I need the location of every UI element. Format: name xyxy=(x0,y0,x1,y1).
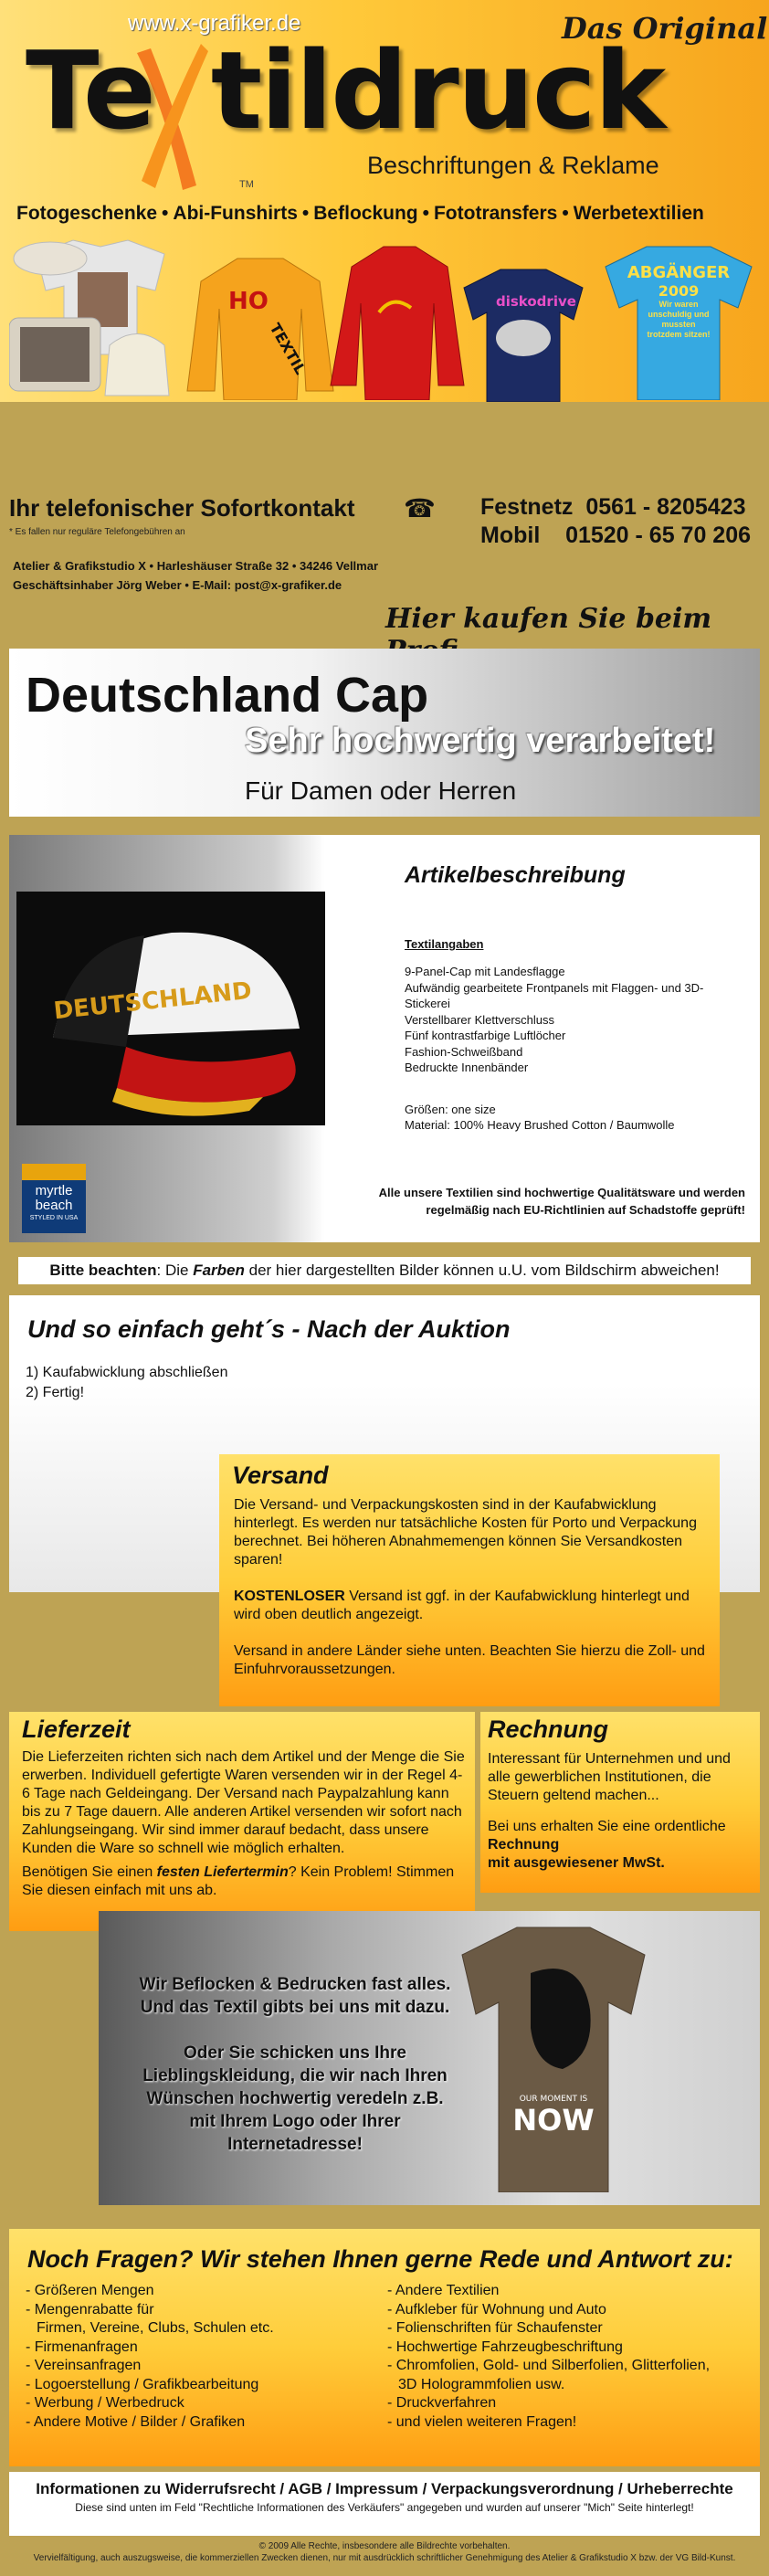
owner-email[interactable]: Geschäftsinhaber Jörg Weber • E-Mail: post@x-grafiker.de xyxy=(13,578,342,592)
quality-note: Alle unsere Textilien sind hochwertige Qualitätsware und werden regelmäßig nach EU-Richtlinien auf Schadstoffe geprüft! xyxy=(378,1186,745,1217)
question-item: Firmen, Vereine, Clubs, Schulen etc. xyxy=(37,2320,274,2336)
question-item: - Folienschriften für Schaufenster xyxy=(387,2320,603,2336)
textil-text: TEXTIL xyxy=(266,320,310,378)
delivery-p1: Die Lieferzeiten richten sich nach dem Artikel und der Menge die Sie erwerben. Individuell gefertigte Waren versenden wir in der Regel 4-6 Tage nach Geldeingang. Der Versand nach Paypalzahlung kann bis zu 7 Tage dauern. Alle anderen Artikel versenden wir sofort nach Zahlungseingang. Wir sind immer darauf bedacht, dass unsere Kunden die Ware so schnell wie möglich erhalten. xyxy=(22,1749,465,1856)
logo-text xyxy=(26,27,664,153)
flocking-p2: Oder Sie schicken uns Ihre Lieblingskleidung, die wir nach Ihren Wünschen hochwertig veredeln z.B. mit Ihrem Logo oder Ihrer Internetadresse! xyxy=(142,2043,448,2154)
ho-text: HO xyxy=(228,288,269,315)
category-item: Abi-Funshirts xyxy=(173,203,298,224)
delivery-text xyxy=(22,1748,468,1900)
profi-slogan: Hier kaufen Sie beim xyxy=(385,603,712,635)
feature-item: 9-Panel-Cap mit Landesflagge xyxy=(405,965,565,978)
shipping-p1: Die Versand- und Verpackungskosten sind in der Kaufabwicklung hinterlegt. Es werden nur tatsächliche Kosten für Porto und Verpackung berechnet. Bei höheren Abnahmemengen können Sie Versandkosten sparen! xyxy=(234,1497,697,1568)
notice-farben: Farben xyxy=(193,1262,245,1279)
copyright-line-2: Vervielfältigung, auch auszugsweise, die kommerziellen Zwecken dienen, nur mit ausdrücklich schriftlicher Genehmigung des Atelier & Grafikstudio X bzw. der VG Bild-Kunst. xyxy=(33,2553,736,2563)
photo-gifts-image xyxy=(9,236,183,400)
question-item: - Andere Textilien xyxy=(387,2283,500,2298)
diskodrive-shirt-image xyxy=(455,265,592,402)
question-item: - Chromfolien, Gold- und Silberfolien, Glitterfolien, xyxy=(387,2358,711,2373)
invoice-text xyxy=(488,1750,753,1873)
auction-steps xyxy=(26,1363,227,1403)
myrtle-beach-logo xyxy=(22,1164,86,1233)
category-item: Fototransfers xyxy=(433,203,558,224)
question-item: - Logoerstellung / Grafikbearbeitung xyxy=(26,2376,259,2392)
phone-icon: ☎ xyxy=(404,494,436,523)
feature-item: Verstellbarer Klettverschluss xyxy=(405,1012,555,1027)
shipping-text xyxy=(234,1496,712,1679)
product-gender: Für Damen oder Herren xyxy=(245,776,517,805)
abgaenger-text: Wir waren unschuldig und mussten trotzdem sitzen! xyxy=(647,300,711,339)
brand-line-3: STYLED IN USA xyxy=(29,1215,79,1221)
delivery-p2-pre: Benötigen Sie einen xyxy=(22,1864,157,1880)
size-material xyxy=(405,1102,675,1133)
invoice-p2: Bei uns erhalten Sie eine ordentliche xyxy=(488,1819,726,1834)
product-title: Deutschland Cap xyxy=(26,668,429,723)
brand-line-2: beach xyxy=(35,1198,73,1213)
feature-item: Bedruckte Innenbänder xyxy=(405,1061,529,1074)
flocking-p1: Wir Beflocken & Bedrucken fast alles. Und das Textil gibts bei uns mit dazu. xyxy=(139,1975,451,2017)
mobil-value: 01520 - 65 70 206 xyxy=(565,523,752,548)
brand-line-1: myrtle xyxy=(35,1183,73,1198)
tagline: Beschriftungen & Reklame xyxy=(367,152,659,179)
question-item: - Vereinsanfragen xyxy=(26,2358,142,2373)
question-item: - Andere Motive / Bilder / Grafiken xyxy=(26,2413,246,2430)
category-item: Fotogeschenke xyxy=(16,203,158,224)
legal-heading: Informationen zu Widerrufsrecht / AGB / Impressum / Verpackungsverordnung / Urheberrechte xyxy=(36,2480,733,2497)
question-item: - Größeren Mengen xyxy=(26,2283,154,2298)
studio-address: Atelier & Grafikstudio X • Harleshäuser Straße 32 • 34246 Vellmar xyxy=(13,559,379,573)
festnetz-label: Festnetz xyxy=(480,494,574,520)
invoice-heading: Rechnung xyxy=(488,1716,608,1743)
notice-bold: Bitte beachten xyxy=(49,1262,157,1279)
question-item: 3D Hologrammfolien usw. xyxy=(398,2376,565,2392)
question-item: - Hochwertige Fahrzeugbeschriftung xyxy=(387,2338,623,2355)
auction-step: 1) Kaufabwicklung abschließen xyxy=(26,1365,228,1380)
feature-item: Aufwändig gearbeitete Frontpanels mit Flaggen- und 3D-Stickerei xyxy=(405,980,704,1010)
size-text: Größen: one size xyxy=(405,1103,496,1116)
logo-part-2: tildruck xyxy=(210,27,665,153)
questions-list-left xyxy=(26,2282,382,2432)
cap-embroidery: DEUTSCHLAND xyxy=(52,977,254,1026)
question-item: - Werbung / Werbedruck xyxy=(26,2395,184,2411)
abgaenger-shirt-image xyxy=(592,239,765,400)
abgaenger-title: ABGÄNGER xyxy=(627,263,731,282)
shirt-small-text: OUR MOMENT IS xyxy=(519,2095,588,2104)
question-item: - Aufkleber für Wohnung und Auto xyxy=(387,2301,606,2317)
notice-pre: : Die xyxy=(156,1262,194,1279)
copyright-line-1: © 2009 Alle Rechte, insbesondere alle Bildrechte vorbehalten. xyxy=(258,2541,511,2551)
now-shirt-image xyxy=(444,1918,663,2192)
delivery-heading: Lieferzeit xyxy=(22,1716,131,1743)
auction-heading: Und so einfach geht´s - Nach der Auktion xyxy=(27,1315,511,1343)
category-item: Werbetextilien xyxy=(573,203,704,224)
logo-part-1: Te xyxy=(26,27,154,153)
question-item: - und vielen weiteren Fragen! xyxy=(387,2413,577,2430)
red-jacket-image xyxy=(329,239,466,400)
cap-photo[interactable] xyxy=(16,892,325,1125)
mobil-label: Mobil xyxy=(480,523,541,548)
festnetz-value: 0561 - 8205423 xyxy=(585,494,746,520)
diskodrive-text: diskodrive xyxy=(496,293,576,310)
question-item: - Druckverfahren xyxy=(387,2395,497,2411)
delivery-p2-bold: festen Liefertermin xyxy=(156,1864,289,1880)
material-text: Material: 100% Heavy Brushed Cotton / Baumwolle xyxy=(405,1118,675,1132)
color-notice xyxy=(18,1257,751,1284)
shirt-now-text: NOW xyxy=(512,2103,595,2138)
questions-heading: Noch Fragen? Wir stehen Ihnen gerne Rede und Antwort zu: xyxy=(27,2245,733,2273)
invoice-p1: Interessant für Unternehmen und und alle gewerblichen Institutionen, die Steuern geltend machen... xyxy=(488,1751,731,1803)
mobile-number[interactable] xyxy=(480,523,751,549)
das-original-label: Das Original xyxy=(562,11,768,46)
sofortkontakt-heading: Ihr telefonischer Sofortkontakt xyxy=(9,494,355,522)
feature-list xyxy=(405,964,733,1076)
shipping-heading: Versand xyxy=(232,1462,329,1489)
trademark: TM xyxy=(239,179,254,190)
question-item: - Mengenrabatte für xyxy=(26,2301,154,2317)
textile-specs-heading: Textilangaben xyxy=(405,937,484,951)
notice-post: der hier dargestellten Bilder können u.U. vom Bildschirm abweichen! xyxy=(244,1262,720,1279)
shipping-p3: Versand in andere Länder siehe unten. Beachten Sie hierzu die Zoll- und Einfuhrvoraussetzungen. xyxy=(234,1643,705,1677)
header-banner xyxy=(0,0,769,402)
question-item: - Firmenanfragen xyxy=(26,2338,138,2355)
abgaenger-year: 2009 xyxy=(658,282,700,300)
auction-step: 2) Fertig! xyxy=(26,1385,85,1400)
category-item: Beflockung xyxy=(313,203,418,224)
invoice-bold-2: mit ausgewiesener MwSt. xyxy=(488,1855,665,1871)
shipping-free-bold: KOSTENLOSER xyxy=(234,1589,345,1604)
feature-item: Fashion-Schweißband xyxy=(405,1044,523,1059)
fees-note: * Es fallen nur reguläre Telefongebühren an xyxy=(9,527,185,537)
invoice-bold-1: Rechnung xyxy=(488,1837,560,1853)
questions-list-right xyxy=(387,2282,753,2432)
copyright-notice xyxy=(9,2540,760,2564)
feature-item: Fünf kontrastfarbige Luftlöcher xyxy=(405,1029,566,1042)
ho-textil-jacket-image xyxy=(183,254,338,400)
category-bar: Fotogeschenke • Abi-Funshirts • Beflockung • Fototransfers • Werbetextilien xyxy=(16,203,704,224)
legal-subtext: Diese sind unten im Feld "Rechtliche Informationen des Verkäufers" angegeben und wurden auf unserer "Mich" Seite hinterlegt! xyxy=(75,2501,694,2514)
article-heading: Artikelbeschreibung xyxy=(405,862,626,888)
landline-number[interactable] xyxy=(480,494,745,521)
site-url[interactable]: www.x-grafiker.de xyxy=(128,11,301,36)
product-subtitle: Sehr hochwertig verarbeitet! xyxy=(245,722,716,760)
flocking-text xyxy=(135,1973,455,2156)
delivery-p2-post: ? Kein Problem! Stimmen Sie diesen einfach mit uns ab. xyxy=(22,1864,455,1898)
shipping-p2: Versand ist ggf. in der Kaufabwicklung hinterlegt und wird oben deutlich angezeigt. xyxy=(234,1589,690,1622)
